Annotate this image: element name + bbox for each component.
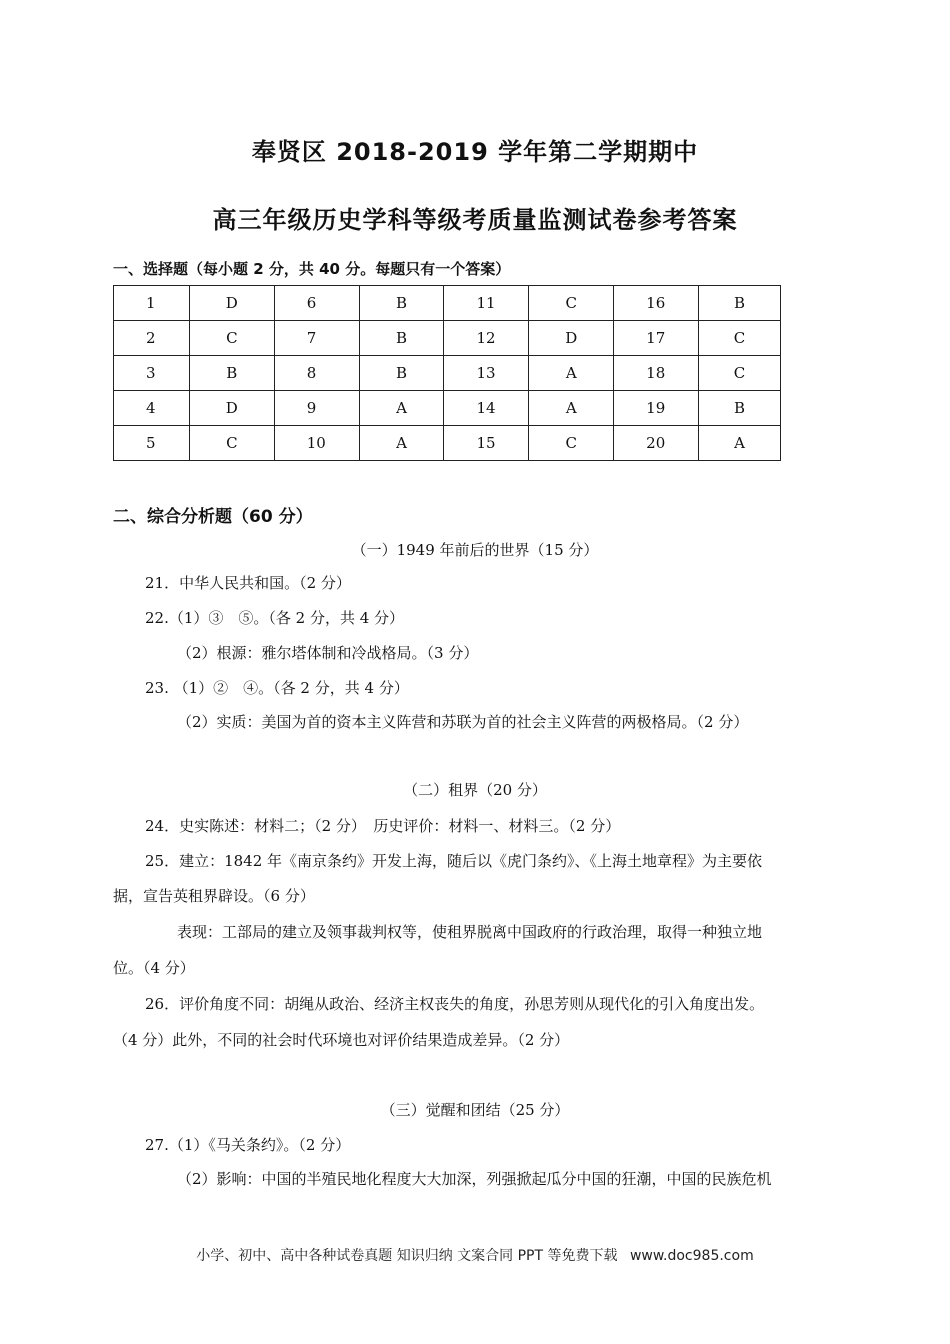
- footer-text: 小学、初中、高中各种试卷真题 知识归纳 文案合同 PPT 等免费下载: [196, 1248, 618, 1264]
- question-number-cell: 15: [444, 426, 529, 461]
- table-row: [114, 391, 781, 426]
- part2-title: （二）租界（20 分）: [403, 781, 547, 799]
- answer-q27-2: （2）影响：中国的半殖民地化程度大大加深，列强掀起瓜分中国的狂潮，中国的民族危机: [177, 1170, 772, 1188]
- section1-heading: 一、选择题（每小题 2 分，共 40 分。每题只有一个答案）: [113, 260, 511, 278]
- question-number-cell: 17: [614, 321, 699, 356]
- answer-letter-cell: D: [189, 391, 274, 426]
- question-number-cell: 10: [274, 426, 359, 461]
- answer-q25-line1: 25．建立：1842 年《南京条约》开发上海，随后以《虎门条约》、《上海土地章程》为主要依: [145, 852, 763, 870]
- answer-letter-cell: B: [359, 286, 444, 321]
- answer-q26-line1: 26．评价角度不同：胡绳从政治、经济主权丧失的角度，孙思芳则从现代化的引入角度出发。: [145, 995, 765, 1013]
- document-title-line2: 高三年级历史学科等级考质量监测试卷参考答案: [212, 206, 738, 234]
- answer-letter-cell: A: [359, 426, 444, 461]
- question-number-cell: 7: [274, 321, 359, 356]
- answer-letter-cell: D: [529, 321, 614, 356]
- table-row: [114, 356, 781, 391]
- answer-q23-2: （2）实质：美国为首的资本主义阵营和苏联为首的社会主义阵营的两极格局。（2 分）: [177, 713, 749, 731]
- document-title-line1: 奉贤区 2018-2019 学年第二学期期中: [251, 138, 699, 166]
- answer-q25-line4: 位。（4 分）: [113, 959, 195, 977]
- question-number-cell: 4: [114, 391, 190, 426]
- answer-q24: 24．史实陈述：材料二；（2 分） 历史评价：材料一、材料三。（2 分）: [145, 817, 621, 835]
- answer-letter-cell: C: [699, 321, 781, 356]
- answer-table: [113, 285, 781, 461]
- answer-letter-cell: B: [359, 356, 444, 391]
- answer-letter-cell: C: [189, 426, 274, 461]
- question-number-cell: 9: [274, 391, 359, 426]
- question-number-cell: 6: [274, 286, 359, 321]
- answer-letter-cell: B: [189, 356, 274, 391]
- answer-letter-cell: B: [359, 321, 444, 356]
- answer-q23-1: 23. （1）② ④。（各 2 分，共 4 分）: [145, 679, 409, 697]
- answer-letter-cell: C: [189, 321, 274, 356]
- answer-q21: 21．中华人民共和国。（2 分）: [145, 574, 351, 592]
- answer-q25-line3: 表现：工部局的建立及领事裁判权等，使租界脱离中国政府的行政治理，取得一种独立地: [177, 923, 763, 941]
- question-number-cell: 20: [614, 426, 699, 461]
- answer-letter-cell: C: [529, 426, 614, 461]
- answer-letter-cell: B: [699, 286, 781, 321]
- answer-letter-cell: B: [699, 391, 781, 426]
- answer-q22-1: 22.（1）③ ⑤。（各 2 分，共 4 分）: [145, 609, 405, 627]
- question-number-cell: 13: [444, 356, 529, 391]
- question-number-cell: 3: [114, 356, 190, 391]
- question-number-cell: 2: [114, 321, 190, 356]
- question-number-cell: 18: [614, 356, 699, 391]
- question-number-cell: 11: [444, 286, 529, 321]
- question-number-cell: 19: [614, 391, 699, 426]
- part3-title: （三）觉醒和团结（25 分）: [380, 1101, 570, 1119]
- answer-letter-cell: A: [699, 426, 781, 461]
- section2-heading: 二、综合分析题（60 分）: [113, 507, 313, 527]
- question-number-cell: 14: [444, 391, 529, 426]
- answer-q22-2: （2）根源：雅尔塔体制和冷战格局。（3 分）: [177, 644, 479, 662]
- answer-letter-cell: A: [529, 391, 614, 426]
- part1-title: （一）1949 年前后的世界（15 分）: [351, 541, 599, 559]
- answer-letter-cell: A: [529, 356, 614, 391]
- answer-q25-line2: 据，宣告英租界辟设。（6 分）: [113, 887, 315, 905]
- answer-letter-cell: D: [189, 286, 274, 321]
- answer-letter-cell: C: [699, 356, 781, 391]
- answer-q26-line2: （4 分）此外，不同的社会时代环境也对评价结果造成差异。（2 分）: [113, 1031, 570, 1049]
- answer-letter-cell: C: [529, 286, 614, 321]
- footer-link[interactable]: www.doc985.com: [629, 1248, 754, 1264]
- question-number-cell: 12: [444, 321, 529, 356]
- page-footer: [0, 1245, 950, 1265]
- question-number-cell: 1: [114, 286, 190, 321]
- table-row: [114, 321, 781, 356]
- answer-letter-cell: A: [359, 391, 444, 426]
- answer-q27-1: 27.（1）《马关条约》。（2 分）: [145, 1136, 351, 1154]
- question-number-cell: 5: [114, 426, 190, 461]
- question-number-cell: 8: [274, 356, 359, 391]
- question-number-cell: 16: [614, 286, 699, 321]
- table-row: [114, 426, 781, 461]
- table-row: [114, 286, 781, 321]
